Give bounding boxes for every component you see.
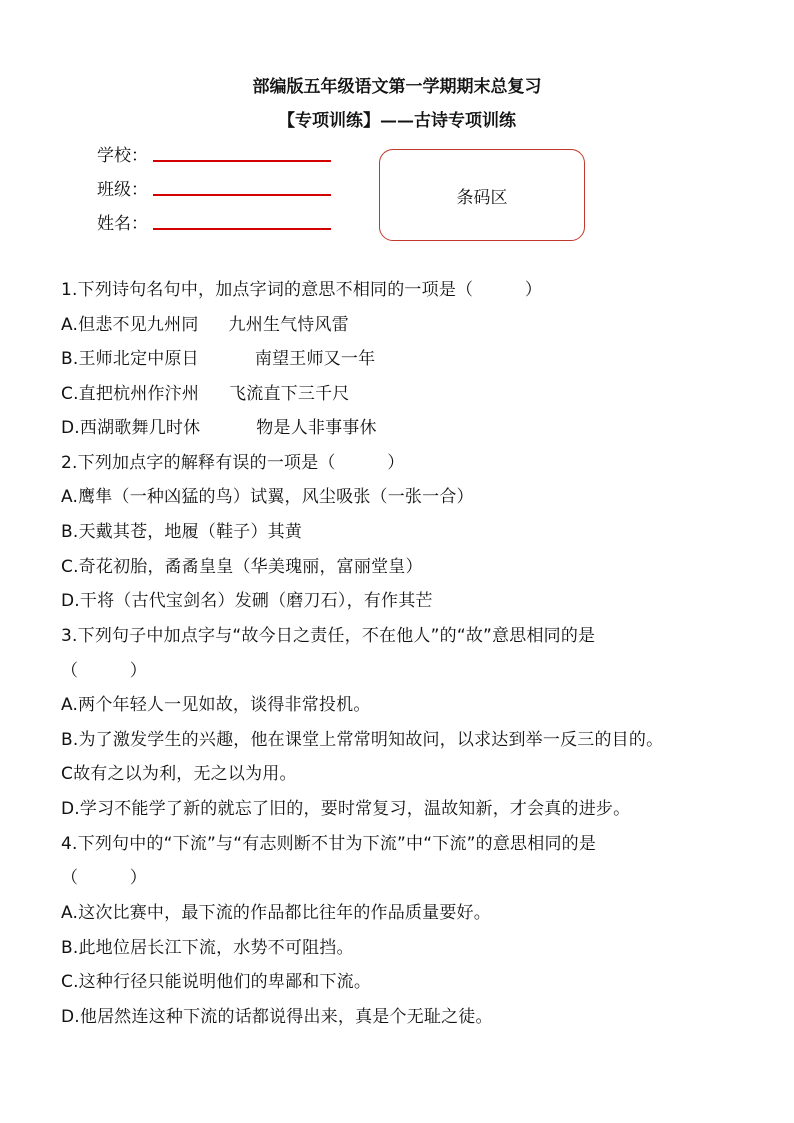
- question-1-option-b: [61, 347, 375, 371]
- option-b-right: 南望王师又一年: [254, 349, 376, 369]
- question-3-answer-blank[interactable]: （ ）: [61, 661, 147, 681]
- option-c-left: C.直把杭州作汴州: [61, 384, 200, 404]
- question-2-option-a: A.鹰隼（一种凶猛的鸟）试翼，风尘吸张（一张一合）: [61, 487, 474, 507]
- question-2-option-c: C.奇花初胎，矞矞皇皇（华美瑰丽，富丽堂皇）: [61, 557, 423, 577]
- question-2-stem: 2.下列加点字的解释有误的一项是（ ）: [61, 453, 405, 473]
- question-1-stem: 1.下列诗句名句中，加点字词的意思不相同的一项是（ ）: [61, 280, 543, 300]
- question-1-option-d: [61, 416, 377, 440]
- school-underline[interactable]: [153, 159, 331, 162]
- document-title: 部编版五年级语文第一学期期末总复习: [252, 77, 542, 97]
- barcode-label: 条码区: [456, 187, 508, 208]
- question-4-answer-blank[interactable]: （ ）: [61, 868, 147, 888]
- school-field[interactable]: [97, 142, 331, 166]
- question-1-option-c: [61, 382, 349, 406]
- option-b-left: B.王师北定中原日: [61, 349, 199, 369]
- class-field[interactable]: [97, 176, 331, 200]
- question-2-option-b: B.天戴其苍，地履（鞋子）其黄: [61, 522, 303, 542]
- barcode-area: [379, 149, 585, 241]
- question-4-stem: 4.下列句中的“下流”与“有志则断不甘为下流”中“下流”的意思相同的是: [61, 834, 597, 854]
- option-d-right: 物是人非事事休: [256, 418, 377, 438]
- name-field[interactable]: [97, 210, 331, 234]
- class-underline[interactable]: [153, 193, 331, 196]
- class-label: 班级：: [97, 180, 148, 200]
- option-c-right: 飞流直下三千尺: [229, 384, 350, 404]
- option-d-left: D.西湖歌舞几时休: [61, 418, 201, 438]
- question-4-option-d: D.他居然连这种下流的话都说得出来，真是个无耻之徒。: [61, 1007, 493, 1027]
- question-4-option-b: B.此地位居长江下流，水势不可阻挡。: [61, 938, 354, 958]
- question-3-option-d: D.学习不能学了新的就忘了旧的，要时常复习，温故知新，才会真的进步。: [61, 799, 631, 819]
- question-3-option-c: C故有之以为利，无之以为用。: [61, 764, 297, 784]
- name-label: 姓名：: [97, 214, 148, 234]
- question-2-option-d: D.干将（古代宝剑名）发硎（磨刀石），有作其芒: [61, 591, 433, 611]
- name-underline[interactable]: [153, 227, 331, 230]
- option-a-left: A.但悲不见九州同: [61, 315, 199, 335]
- question-3-option-b: B.为了激发学生的兴趣，他在课堂上常常明知故问，以求达到举一反三的目的。: [61, 730, 664, 750]
- option-a-right: 九州生气恃风雷: [228, 315, 349, 335]
- question-4-option-a: A.这次比赛中，最下流的作品都比往年的作品质量要好。: [61, 903, 491, 923]
- document-subtitle: 【专项训练】——古诗专项训练: [278, 111, 516, 131]
- question-1-option-a: [61, 313, 349, 337]
- school-label: 学校：: [97, 146, 148, 166]
- question-3-option-a: A.两个年轻人一见如故，谈得非常投机。: [61, 695, 371, 715]
- question-3-stem: 3.下列句子中加点字与“故今日之责任，不在他人”的“故”意思相同的是: [61, 626, 596, 646]
- question-4-option-c: C.这种行径只能说明他们的卑鄙和下流。: [61, 972, 372, 992]
